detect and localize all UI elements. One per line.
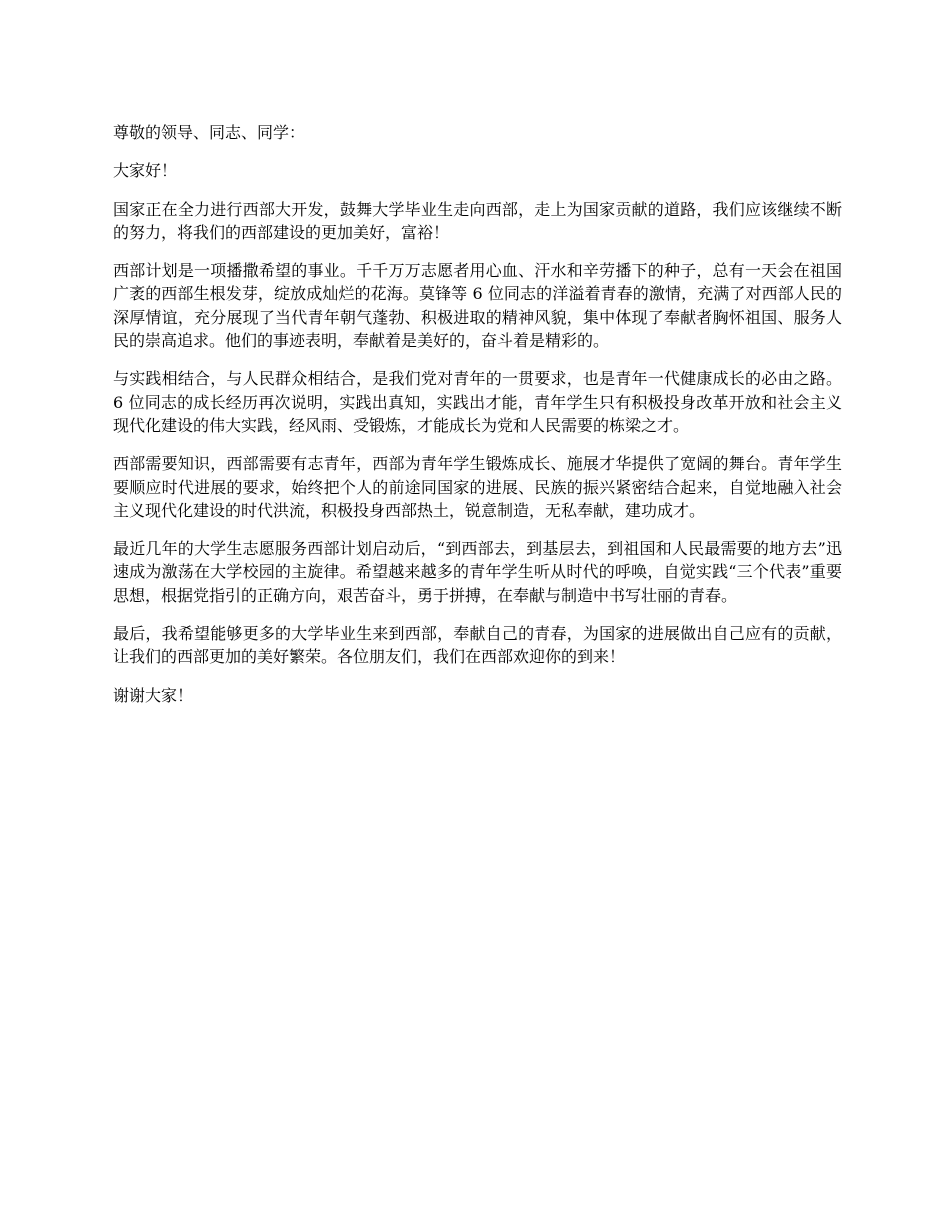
body-paragraph-3: 与实践相结合，与人民群众相结合，是我们党对青年的一贯要求，也是青年一代健康成长的必由之路。6 位同志的成长经历再次说明，实践出真知，实践出才能，青年学生只有积极投身改革开放和社会主义现代化建设的伟大实践，经风雨、受锻炼，才能成长为党和人民需要的栋梁之才。 <box>113 369 842 435</box>
body-paragraph-5: 最近几年的大学生志愿服务西部计划启动后，“到西部去，到基层去，到祖国和人民最需要的地方去”迅速成为激荡在大学校园的主旋律。希望越来越多的青年学生听从时代的呼唤，自觉实践“三个代表”重要思想，根据党指引的正确方向，艰苦奋斗，勇于拼搏，在奉献与制造中书写壮丽的青春。 <box>113 539 842 605</box>
document-page <box>113 121 842 722</box>
salutation: 尊敬的领导、同志、同学： <box>113 123 306 142</box>
closing: 谢谢大家！ <box>113 685 194 705</box>
body-paragraph-4: 西部需要知识，西部需要有志青年，西部为青年学生锻炼成长、施展才华提供了宽阔的舞台。青年学生要顺应时代进展的要求，始终把个人的前途同国家的进展、民族的振兴紧密结合起来，自觉地融入社会主义现代化建设的时代洪流，积极投身西部热土，锐意制造，无私奉献，建功成才。 <box>113 454 842 520</box>
greeting: 大家好！ <box>113 161 178 181</box>
body-paragraph-6: 最后，我希望能够更多的大学毕业生来到西部，奉献自己的青春，为国家的进展做出自己应有的贡献，让我们的西部更加的美好繁荣。各位朋友们，我们在西部欢迎你的到来！ <box>113 624 842 667</box>
body-paragraph-2: 西部计划是一项播撒希望的事业。千千万万志愿者用心血、汗水和辛劳播下的种子，总有一天会在祖国广袤的西部生根发芽，绽放成灿烂的花海。莫锋等 6 位同志的洋溢着青春的激情，充满了对西部人民的深厚情谊，充分展现了当代青年朝气蓬勃、积极进取的精神风貌，集中体现了奉献者胸怀祖国、服务人民的崇高追求。他们的事迹表明，奉献着是美好的，奋斗着是精彩的。 <box>113 261 842 351</box>
body-paragraph-1: 国家正在全力进行西部大开发，鼓舞大学毕业生走向西部，走上为国家贡献的道路，我们应该继续不断的努力，将我们的西部建设的更加美好，富裕！ <box>113 199 842 242</box>
